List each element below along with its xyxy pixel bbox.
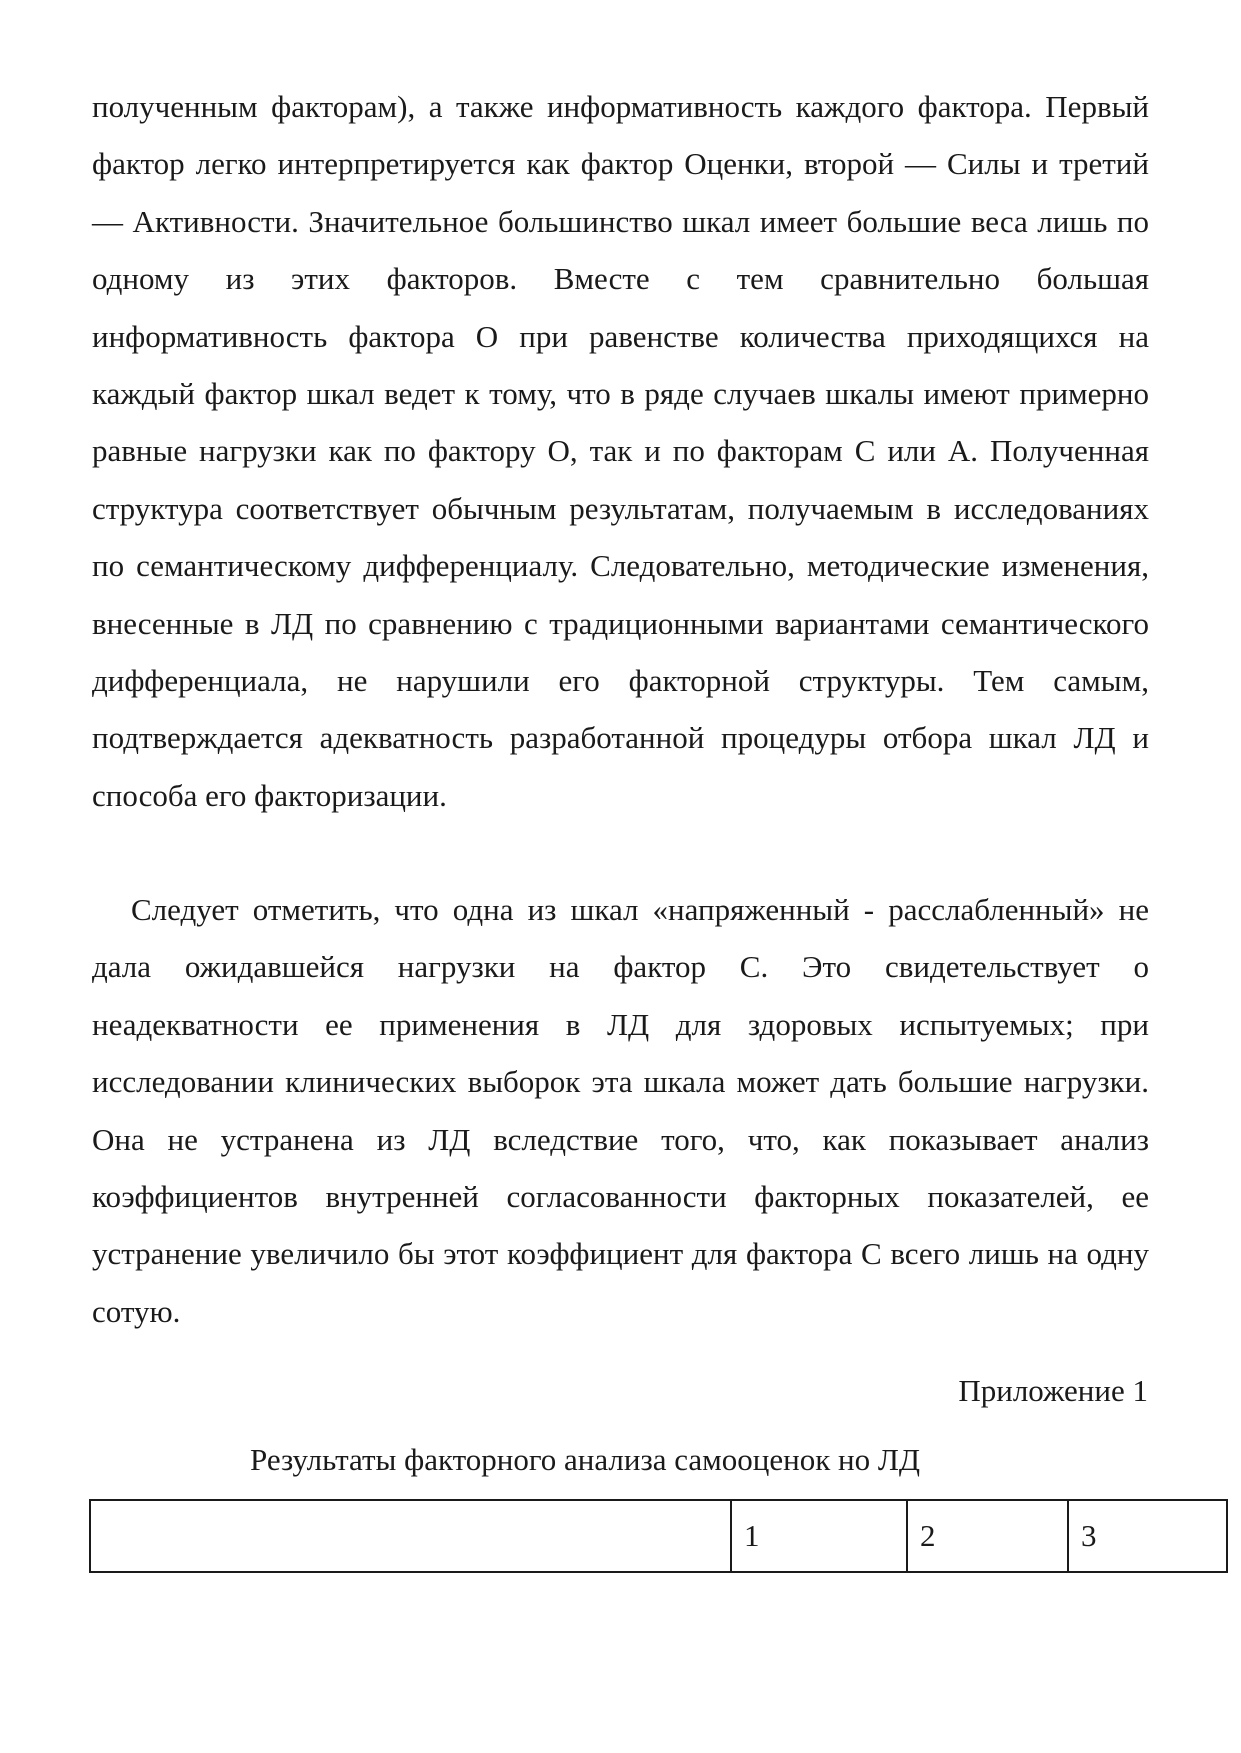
table-header-cell-scale [90,1500,731,1572]
paragraph-text: полученным факторам), а также информативность каждого фактора. Первый фактор легко интерпретируется как фактор Оценки, второй — Силы и третий — Активности. Значительное большинство шкал имеет большие веса лишь по одному из этих факторов. Вместе с тем сравнительно большая информативность фактора О при равенстве количества приходящихся на каждый фактор шкал ведет к тому, что в ряде случаев шкалы имеют примерно равные нагрузки как по фактору О, так и по факторам С или А. Полученная структура соответствует обычным результатам, получаемым в исследованиях по семантическому дифференциалу. Следовательно, методические изменения, внесенные в ЛД по сравнению с традиционными вариантами семантического дифференциала, не нарушили его факторной структуры. Тем самым, подтверждается адекватность разработанной процедуры отбора шкал ЛД и способа его факторизации. [92,89,1149,813]
body-paragraph-1 [92,78,1149,824]
table-header-cell-factor-3: 3 [1068,1500,1227,1572]
factor-results-table [89,1499,1228,1573]
table-header-row [90,1500,1227,1572]
appendix-label: Приложение 1 [958,1373,1148,1408]
paragraph-text: Следует отметить, что одна из шкал «напряженный - расслабленный» не дала ожидавшейся нагрузки на фактор С. Это свидетельствует о неадекватности ее применения в ЛД для здоровых испытуемых; при исследовании клинических выборок эта шкала может дать большие нагрузки. Она не устранена из ЛД вследствие того, что, как показывает анализ коэффициентов внутренней согласованности факторных показателей, ее устранение увеличило бы этот коэффициент для фактора С всего лишь на одну сотую. [92,892,1149,1329]
table-header-cell-factor-1: 1 [731,1500,907,1572]
table-header-cell-factor-2: 2 [907,1500,1068,1572]
table-title: Результаты факторного анализа самооценок но ЛД [249,1442,921,1477]
body-paragraph-2 [92,881,1149,1340]
